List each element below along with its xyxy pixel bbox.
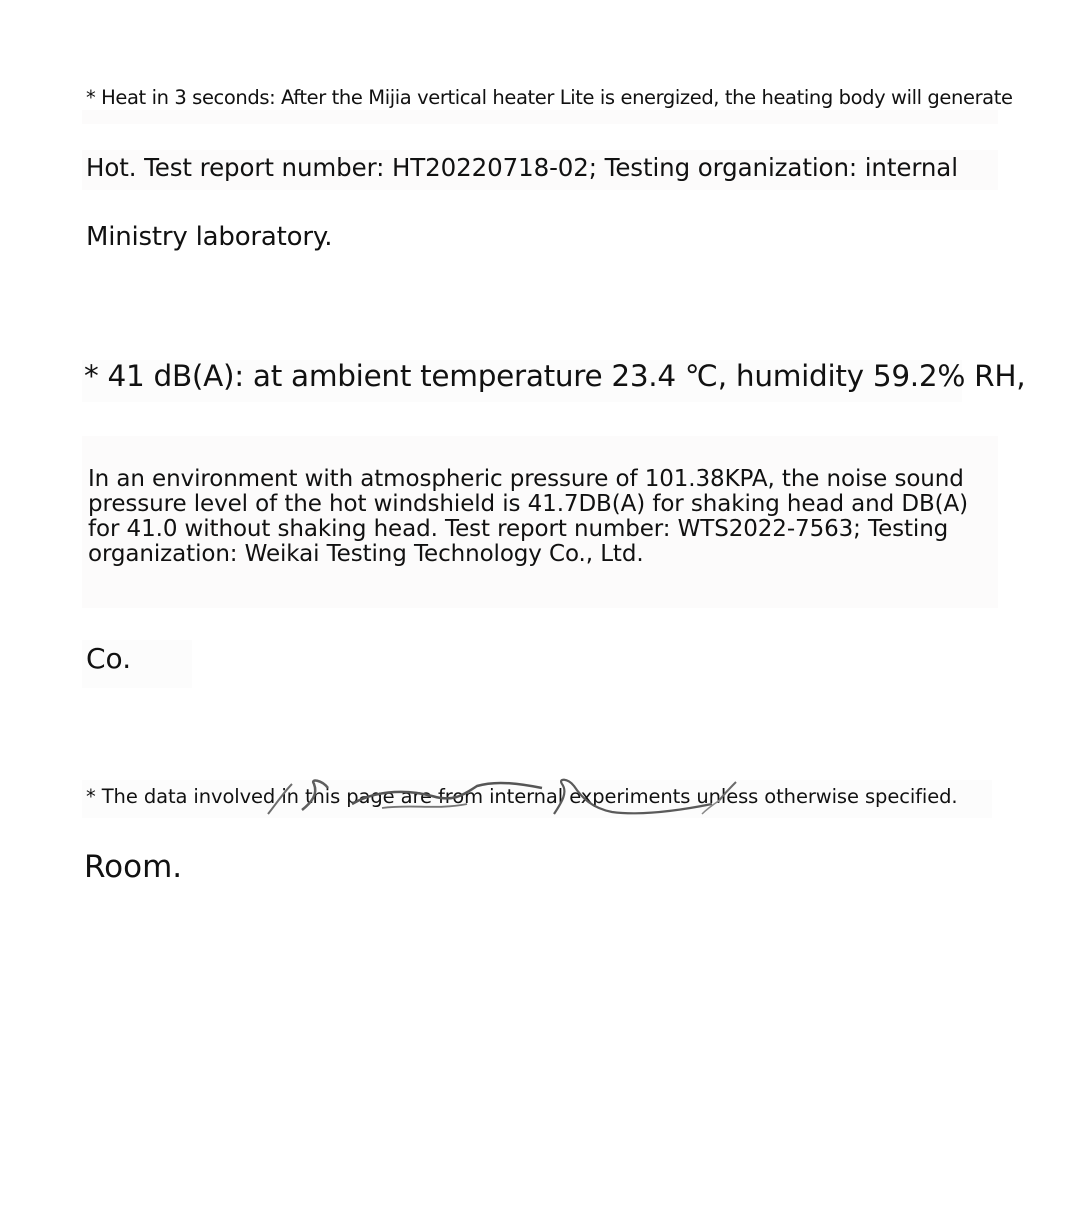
heat-report: Hot. Test report number: HT20220718-02; Testing organization: internal bbox=[86, 153, 958, 182]
data-note: * The data involved in this page are from internal experiments unless otherwise specified. bbox=[86, 785, 958, 808]
heat-note: * Heat in 3 seconds: After the Mijia vertical heater Lite is energized, the heating body will generate bbox=[86, 86, 1013, 109]
noise-heading: * 41 dB(A): at ambient temperature 23.4 ℃, humidity 59.2% RH, bbox=[84, 359, 1026, 393]
heat-lab: Ministry laboratory. bbox=[86, 222, 333, 252]
fragment-room: Room. bbox=[84, 849, 183, 885]
text-band-1 bbox=[82, 110, 998, 124]
fragment-co: Co. bbox=[86, 642, 132, 675]
noise-paragraph: In an environment with atmospheric pressure of 101.38KPA, the noise sound pressure level of the hot windshield is 41.7DB(A) for shaking head and DB(A) for 41.0 without shaking head. Test report number: WTS2022-7563; Testing organization: Weikai Testing Technology Co., Ltd. bbox=[88, 466, 969, 567]
